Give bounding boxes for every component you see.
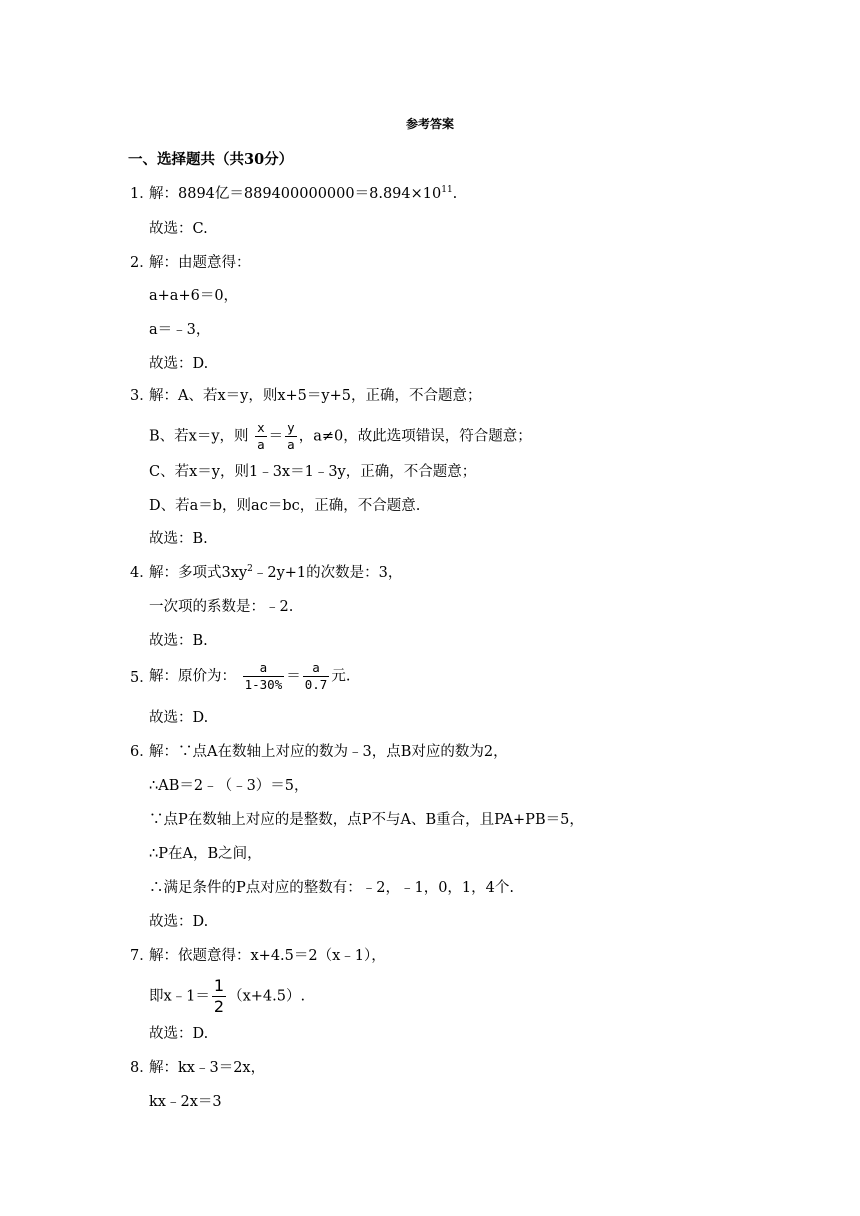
fraction [303, 660, 330, 693]
answer-number: 5． [130, 670, 154, 686]
answer-text: 解：多项式3xy [149, 565, 248, 581]
answer-text: ，a≠0，故此选项错误，符合题意； [298, 428, 532, 445]
answer-number: 1． [130, 186, 154, 202]
answer-line [149, 660, 350, 693]
answer-text: （x+4.5）. [228, 988, 306, 1005]
answer-line: 解：由题意得： [149, 255, 251, 271]
answer-number: 3． [130, 388, 154, 404]
denominator: 0.7 [304, 677, 328, 692]
answer-line: 解：kx﹣3＝2x， [149, 1060, 266, 1076]
numerator: 1 [213, 976, 225, 995]
numerator: a [303, 660, 330, 677]
answer-line: ∵点P在数轴上对应的是整数，点P不与A、B重合，且PA+PB＝5， [149, 812, 584, 828]
answer-number: 7． [130, 948, 154, 964]
answer-line [149, 563, 402, 583]
fraction [243, 660, 285, 693]
answer-text: 解：8894亿＝889400000000＝8.894×10 [149, 186, 442, 202]
answer-number: 4． [130, 565, 154, 581]
answer-choice: 故选：D. [149, 356, 209, 372]
answer-text: . [452, 186, 458, 202]
answer-line: 解：∵点A在数轴上对应的数为﹣3，点B对应的数为2， [149, 744, 508, 760]
answer-line [149, 184, 457, 204]
denominator: 1-30% [244, 677, 283, 692]
fraction [285, 420, 297, 453]
denominator: a [257, 437, 265, 452]
page-title: 参考答案 [405, 117, 454, 131]
answer-number: 6． [130, 744, 154, 760]
answer-text: ﹣2y+1的次数是：3， [252, 565, 403, 581]
numerator: x [257, 420, 265, 435]
answer-line: C、若x＝y，则1﹣3x＝1﹣3y，正确，不合题意； [149, 464, 477, 480]
answer-line [149, 976, 305, 1017]
answer-text: 解：原价为： [149, 668, 236, 685]
answer-line: a＝﹣3， [149, 322, 211, 338]
exponent: 11 [441, 185, 453, 195]
answer-line: ∴满足条件的P点对应的整数有：﹣2，﹣1，0，1，4个. [149, 880, 514, 896]
answer-line: a+a+6＝0， [149, 288, 239, 304]
numerator: a [243, 660, 285, 677]
denominator: a [287, 437, 295, 452]
numerator: y [287, 420, 295, 435]
answer-choice: 故选：C. [149, 221, 208, 237]
fraction [212, 976, 226, 1017]
answer-line: 解：A、若x＝y，则x+5＝y+5，正确，不合题意； [149, 388, 482, 404]
exponent: 2 [247, 564, 253, 574]
answer-choice: 故选：D. [149, 710, 209, 726]
answer-choice: 故选：B. [149, 531, 208, 547]
answer-choice: 故选：D. [149, 914, 209, 930]
denominator: 2 [213, 997, 225, 1016]
answer-line: ∴AB＝2﹣（﹣3）＝5， [149, 778, 309, 794]
equals-sign: ＝ [268, 428, 284, 445]
answer-line: ∴P在A，B之间， [149, 846, 262, 862]
fraction [255, 420, 267, 453]
answer-text: B、若x＝y，则 [149, 428, 249, 445]
answer-number: 8． [130, 1060, 154, 1076]
answer-line: kx﹣2x＝3 [149, 1094, 222, 1110]
section-heading: 一、选择题共（共30分） [128, 151, 294, 168]
answer-text: 即x﹣1＝ [149, 988, 210, 1005]
answer-line: 一次项的系数是：﹣2. [149, 599, 294, 615]
answer-number: 2． [130, 255, 154, 271]
answer-choice: 故选：D. [149, 1026, 209, 1042]
answer-choice: 故选：B. [149, 633, 208, 649]
equals-sign: ＝ [286, 668, 301, 685]
answer-text: 元. [331, 668, 351, 685]
answer-line [149, 420, 532, 453]
answer-line: D、若a＝b，则ac＝bc，正确，不合题意. [149, 498, 421, 514]
answer-line: 解：依题意得：x+4.5＝2（x﹣1）， [149, 948, 386, 964]
